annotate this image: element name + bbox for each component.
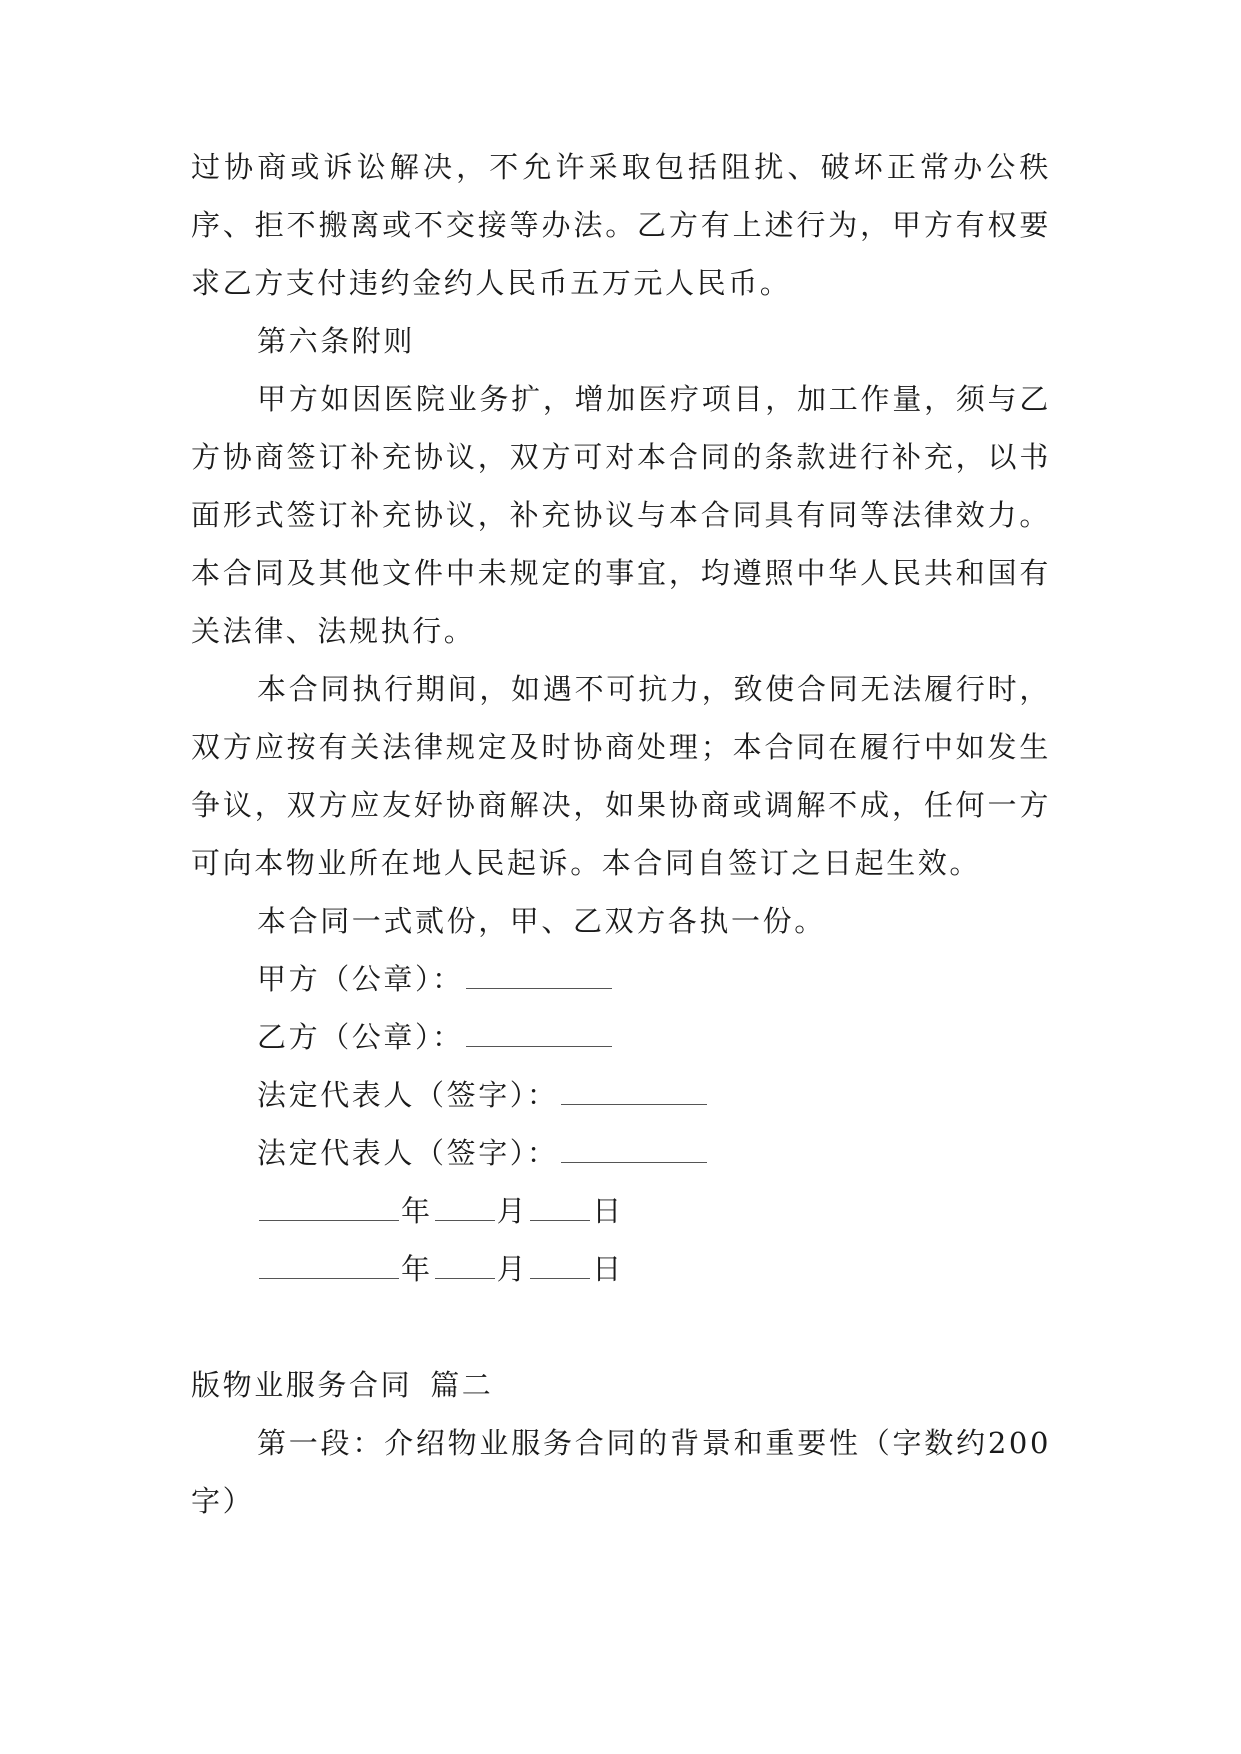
year-blank: [259, 1200, 399, 1221]
paragraph-copies: 本合同一式贰份，甲、乙双方各执一份。: [257, 904, 826, 938]
date-line-b: [191, 1240, 1051, 1298]
paragraph-supplement: 甲方如因医院业务扩，增加医疗项目，加工作量，须与乙方协商签订补充协议，双方可对本合同的条款进行补充，以书面形式签订补充协议，补充协议与本合同具有同等法律效力。本合同及其他文件中未规定的事宜，均遵照中华人民共和国有关法律、法规执行。: [191, 382, 1051, 648]
day-blank: [530, 1258, 590, 1279]
paragraph-force-majeure: 本合同执行期间，如遇不可抗力，致使合同无法履行时，双方应按有关法律规定及时协商处理；本合同在履行中如发生争议，双方应友好协商解决，如果协商或调解不成，任何一方可向本物业所在地人民起诉。本合同自签订之日起生效。: [191, 672, 1051, 880]
section-2-title-text: 版物业服务合同: [191, 1368, 413, 1402]
year-blank: [259, 1258, 399, 1279]
day-label: 日: [592, 1194, 624, 1228]
month-label: 月: [496, 1194, 529, 1228]
party-a-seal-label: 甲方（公章）：: [257, 962, 464, 996]
legal-rep-a: [191, 1066, 1051, 1124]
section-2-title: [191, 1356, 1051, 1414]
party-b-seal-label: 乙方（公章）：: [257, 1020, 464, 1054]
legal-rep-b-label: 法定代表人（签字）：: [257, 1136, 559, 1170]
month-label: 月: [496, 1252, 529, 1286]
legal-rep-a-label: 法定代表人（签字）：: [257, 1078, 559, 1112]
article-6-title: 第六条附则: [257, 324, 416, 358]
party-a-seal-blank: [466, 968, 612, 989]
paragraph-section-2-intro: 第一段：介绍物业服务合同的背景和重要性（字数约200字）: [191, 1426, 1051, 1518]
legal-rep-a-blank: [561, 1084, 707, 1105]
date-line-a: [191, 1182, 1051, 1240]
legal-rep-b-blank: [561, 1142, 707, 1163]
day-blank: [530, 1200, 590, 1221]
party-b-seal-blank: [466, 1026, 612, 1047]
signature-party-b: [191, 1008, 1051, 1066]
day-label: 日: [592, 1252, 624, 1286]
year-label: 年: [401, 1194, 433, 1228]
paragraph-continuation: 过协商或诉讼解决，不允许采取包括阻扰、破坏正常办公秩序、拒不搬离或不交接等办法。乙方有上述行为，甲方有权要求乙方支付违约金约人民币五万元人民币。: [191, 150, 1051, 300]
section-2-title-suffix: 篇二: [430, 1368, 494, 1402]
contract-body: [191, 138, 1051, 1530]
signature-party-a: [191, 950, 1051, 1008]
month-blank: [435, 1200, 495, 1221]
section-spacer: [191, 1298, 1051, 1356]
legal-rep-b: [191, 1124, 1051, 1182]
month-blank: [435, 1258, 495, 1279]
year-label: 年: [401, 1252, 433, 1286]
